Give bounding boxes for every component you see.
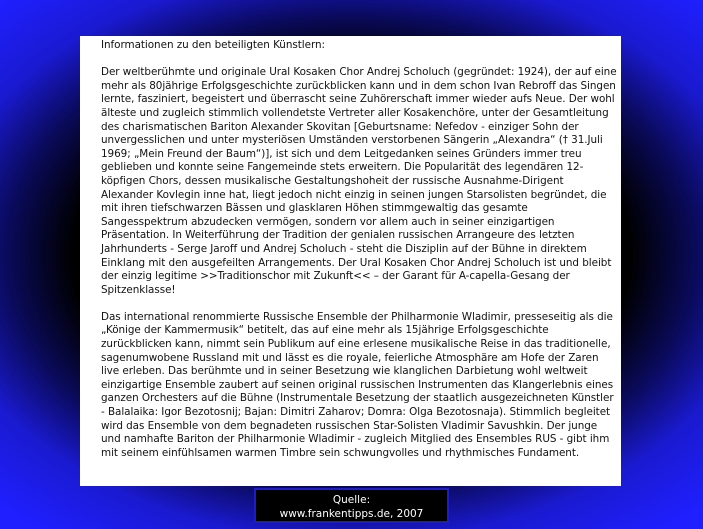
paragraph-russisches-ensemble: Das international renommierte Russische Ensemble der Philharmonie Wladimir, presseseitig als die „Könige der Kammermusik“ betitelt, das auf eine mehr als 15jährige Erfolgsgeschichte zurückblicken kann, nimmt sein Publikum auf eine erlesene musikalische Reise in das traditionelle, sagenumwobene Russland mit und lässt es die royale, feierliche Atmosphäre am Hofe der Zaren live erleben. Das berühmte und in seiner Besetzung wie klanglichen Darbietung wohl weltweit einzigartige Ensemble zaubert auf seinen original russischen Instrumenten das Klangerlebnis eines ganzen Orchesters auf die Bühne (Instrumentale Besetzung der staatlich ausgezeichneten Künstler - Balalaika: Igor Bezotosnij; Bajan: Dimitri Zaharov; Domra: Olga Bezotosnaja). Stimmlich begleitet wird das Ensemble von dem begnadeten russischen Star-Solisten Vladimir Savushkin. Der junge und namhafte Bariton der Philharmonie Wladimir - zugleich Mitglied des Ensembles RUS - gibt ihm mit seinem einfühlsamen warmen Timbre sein schwungvolles und rhythmisches Fundament.: [101, 310, 614, 459]
caption-source: www.frankentipps.de, 2007: [279, 508, 424, 520]
document-page: [80, 36, 621, 486]
paragraph-ural-kosaken-chor: Der weltberühmte und originale Ural Kosaken Chor Andrej Scholuch (gegründet: 1924), der auf eine mehr als 80jährige Erfolgsgeschichte zurückblicken kann und in dem schon Ivan Rebroff das Singen lernte, fasziniert, begeistert und überrascht seine Zuhörerschaft immer wieder aufs Neue. Der wohl älteste und zugleich stimmlich vollendetste Vertreter aller Kosakenchöre, unter der Gesamtleitung des charismatischen Bariton Alexander Skovitan [Geburtsname: Nefedov - einziger Sohn der unvergesslichen und unter mysteriösen Umständen verstorbenen Sängerin „Alexandra“ († 31.Juli 1969; „Mein Freund der Baum“)], ist sich und dem Leitgedanken seines Gründers immer treu geblieben und konnte seine Fangemeinde stets erweitern. Die Popularität des legendären 12-köpfigen Chors, dessen musikalische Gestaltungshoheit der russische Ausnahme-Dirigent Alexander Kovlegin inne hat, liegt jedoch nicht einzig in seinen jungen Starsolisten begründet, die mit ihren tiefschwarzen Bässen und glasklaren Höhen stimmgewaltig das gesamte Sangesspektrum abzudecken vermögen, sondern vor allem auch in seiner einzigartigen Präsentation. In Weiterführung der Tradition der genialen russischen Arrangeure des letzten Jahrhunderts - Serge Jaroff und Andrej Scholuch - steht die Disziplin auf der Bühne in direktem Einklang mit den ausgefeilten Arrangements. Der Ural Kosaken Chor Andrej Scholuch ist und bleibt der einzig legitime >>Traditionschor mit Zukunft<< – der Garant für A-capella-Gesang der Spitzenklasse!: [101, 66, 617, 296]
source-caption: [254, 488, 449, 523]
document-heading: Informationen zu den beteiligten Künstlern:: [101, 39, 325, 51]
document-text: [101, 39, 617, 474]
caption-label: Quelle:: [332, 494, 371, 506]
